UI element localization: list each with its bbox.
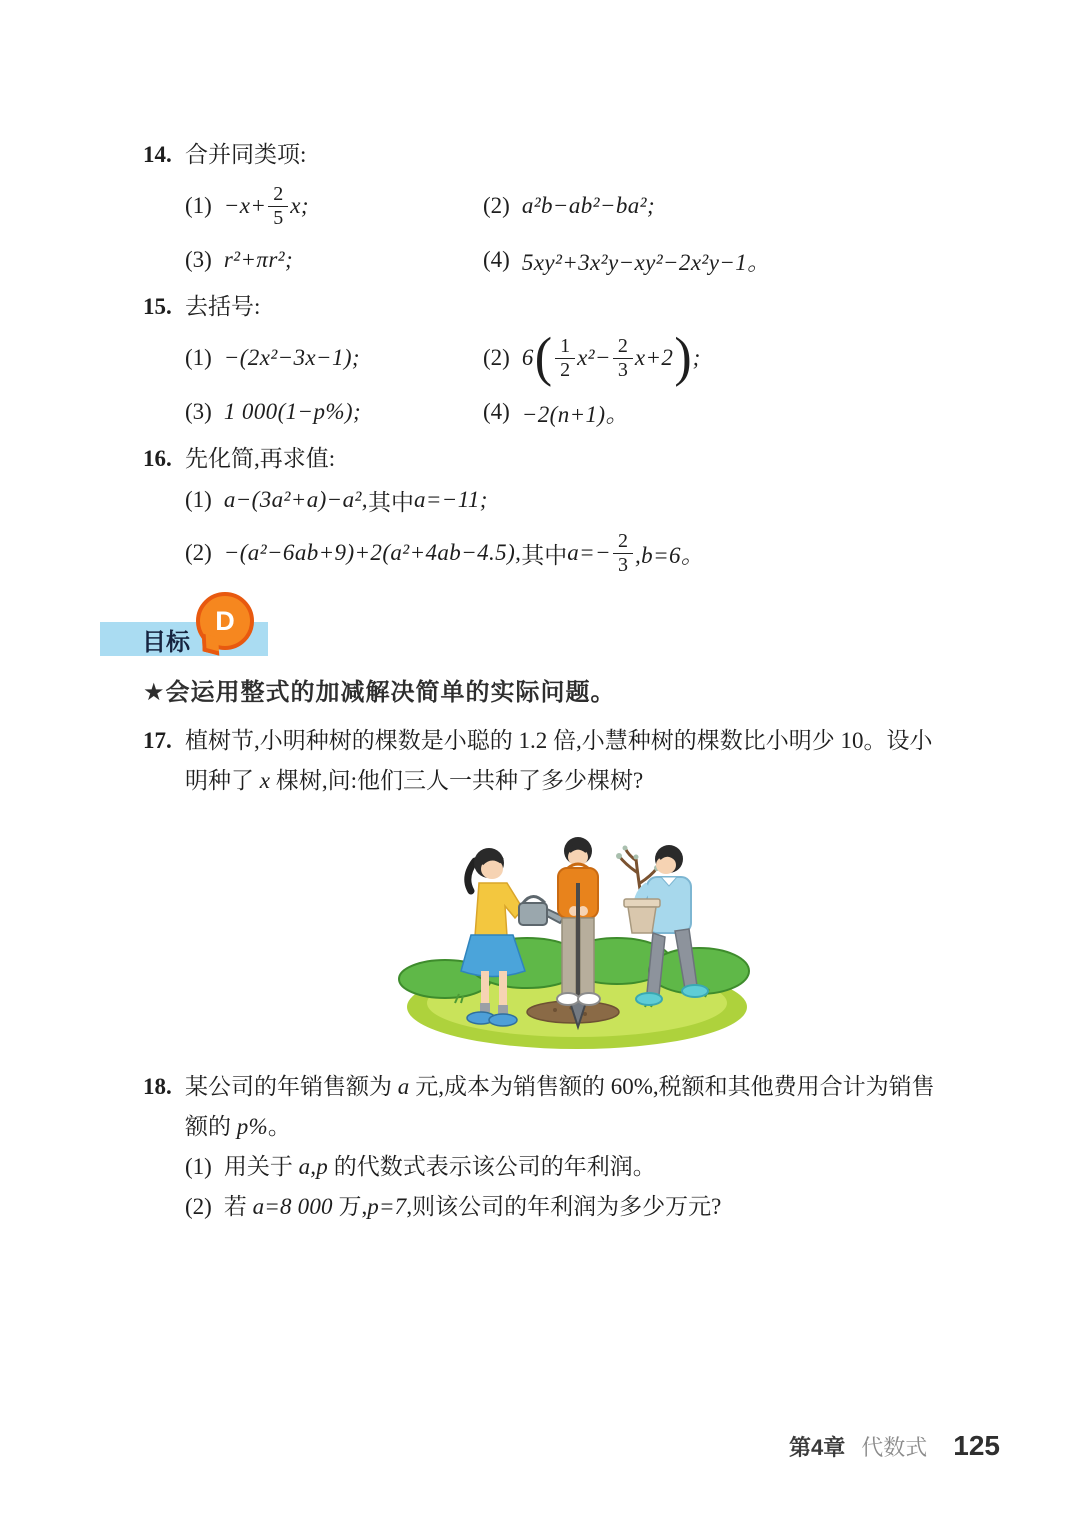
- math-condition: a=−11;: [413, 487, 488, 512]
- item-15-3: [185, 399, 483, 425]
- tree-planting-svg: [395, 811, 755, 1051]
- footer-page-number: 125: [953, 1430, 1000, 1461]
- problem-15: [143, 290, 965, 434]
- item-14-1: [185, 183, 483, 229]
- math-expression: p=7: [367, 1194, 407, 1219]
- math-variable: a: [397, 1074, 410, 1099]
- item-16-2: [185, 522, 965, 584]
- item-14-3: [185, 247, 483, 273]
- item-label: (2): [185, 1194, 212, 1219]
- problem-16: [143, 442, 965, 584]
- text: ,则该公司的年利润为多少万元?: [406, 1194, 722, 1219]
- fraction-numerator: 2: [268, 183, 288, 206]
- problem-number: 15.: [143, 294, 172, 319]
- math-expression: x;: [290, 193, 309, 218]
- problem-number: 14.: [143, 142, 172, 167]
- footer-chapter-label: 第4章: [789, 1435, 846, 1460]
- fraction-numerator: 1: [555, 335, 575, 358]
- fraction-numerator: 2: [613, 530, 633, 553]
- item-label: (2): [483, 193, 510, 218]
- page-footer: [789, 1430, 1000, 1462]
- problem-18-line-1: [185, 1067, 965, 1107]
- math-expression: r²+πr²;: [223, 247, 294, 272]
- problem-number: 16.: [143, 446, 172, 471]
- where-text: 其中: [367, 489, 414, 515]
- item-14-2: [483, 193, 965, 219]
- item-18-1: [185, 1147, 965, 1187]
- problem-title: 合并同类项:: [185, 142, 307, 167]
- problem-14-row-1: [185, 174, 965, 238]
- item-15-4: [483, 396, 965, 429]
- problem-17: [143, 721, 965, 1051]
- fraction: [268, 183, 288, 229]
- text: 棵树,问:他们三人一共种了多少棵树?: [270, 768, 644, 793]
- math-expression: ;: [692, 345, 701, 370]
- item-15-1: [185, 345, 483, 371]
- fraction: [613, 530, 633, 576]
- math-variable: x: [259, 768, 271, 793]
- goal-badge-label: 目标: [142, 628, 190, 656]
- item-18-2: [185, 1187, 965, 1227]
- text: 。: [267, 1114, 291, 1139]
- where-text: 其中: [521, 542, 568, 568]
- item-label: (3): [185, 247, 212, 272]
- math-condition: ,b=6。: [635, 542, 705, 568]
- math-expression: 1 000(1−p%);: [223, 399, 362, 424]
- problem-14-row-2: [185, 238, 965, 282]
- item-label: (1): [185, 487, 212, 512]
- speech-bubble-tail-icon: [202, 633, 219, 655]
- item-16-1: [185, 478, 965, 522]
- fraction-denominator: 3: [618, 553, 629, 576]
- big-parenthesis-close: ): [674, 327, 692, 388]
- text: 若: [223, 1194, 253, 1219]
- problem-17-line-2: [185, 761, 965, 801]
- text: 的代数式表示该公司的年利润。: [327, 1154, 656, 1179]
- math-expression: a=8 000: [252, 1194, 333, 1219]
- goal-section: [142, 605, 965, 707]
- item-label: (4): [483, 247, 510, 272]
- problem-15-row-2: [185, 390, 965, 434]
- fraction-numerator: 2: [613, 335, 633, 358]
- math-expression: x+2: [634, 345, 674, 370]
- problem-18-line-2: [185, 1107, 965, 1147]
- text: 额的: [185, 1114, 237, 1139]
- item-14-4: [483, 244, 965, 277]
- goal-description: ★会运用整式的加减解决简单的实际问题。: [143, 679, 616, 706]
- item-label: (1): [185, 345, 212, 370]
- item-label: (1): [185, 1154, 212, 1179]
- big-parenthesis-open: (: [534, 327, 553, 388]
- fraction: [613, 335, 633, 381]
- text: 元,成本为销售额的 60%,税额和其他费用合计为销售: [409, 1074, 935, 1099]
- goal-level-bubble: [196, 592, 254, 650]
- goal-level-letter: D: [215, 605, 235, 636]
- text: 用关于: [223, 1154, 299, 1179]
- item-label: (1): [185, 193, 212, 218]
- goal-badge: [100, 605, 268, 656]
- math-variable: a,p: [298, 1154, 328, 1179]
- boy-with-shovel: [557, 837, 600, 1027]
- problem-18: [143, 1067, 965, 1227]
- footer-chapter-title: 代数式: [861, 1435, 928, 1460]
- math-variable: p%: [236, 1114, 268, 1139]
- fraction-denominator: 3: [617, 358, 628, 381]
- problem-14: [143, 138, 965, 282]
- problem-title: 先化简,再求值:: [185, 446, 336, 471]
- text: 明种了: [185, 768, 260, 793]
- problem-17-line-1: 植树节,小明种树的棵数是小聪的 1.2 倍,小慧种树的棵数比小明少 10。设小: [185, 728, 933, 753]
- fraction-denominator: 5: [273, 206, 284, 229]
- math-expression: a²b−ab²−ba²;: [521, 193, 656, 218]
- item-15-2: [483, 327, 965, 388]
- item-label: (3): [185, 399, 212, 424]
- math-condition: a=−: [567, 540, 612, 565]
- math-expression: −(a²−6ab+9)+2(a²+4ab−4.5),: [223, 540, 522, 565]
- math-expression: a−(3a²+a)−a²,: [223, 487, 368, 512]
- math-expression: −2(n+1)。: [521, 401, 629, 427]
- problem-number: 18.: [143, 1074, 172, 1099]
- problem-15-row-1: [185, 326, 965, 390]
- text: 某公司的年销售额为: [185, 1074, 398, 1099]
- item-label: (4): [483, 399, 510, 424]
- item-label: (2): [483, 345, 510, 370]
- item-label: (2): [185, 540, 212, 565]
- problem-number: 17.: [143, 728, 172, 753]
- text: 万,: [332, 1194, 368, 1219]
- math-expression: 5xy²+3x²y−xy²−2x²y−1。: [521, 249, 771, 275]
- math-expression: −x+: [223, 193, 267, 218]
- math-expression: −(2x²−3x−1);: [223, 345, 360, 370]
- math-expression: x²−: [577, 345, 611, 370]
- fraction: [555, 335, 575, 381]
- page-content: [143, 138, 965, 1227]
- math-expression: 6: [521, 345, 534, 370]
- problem-title: 去括号:: [185, 294, 261, 319]
- fraction-denominator: 2: [560, 358, 571, 381]
- tree-planting-illustration: [395, 811, 755, 1051]
